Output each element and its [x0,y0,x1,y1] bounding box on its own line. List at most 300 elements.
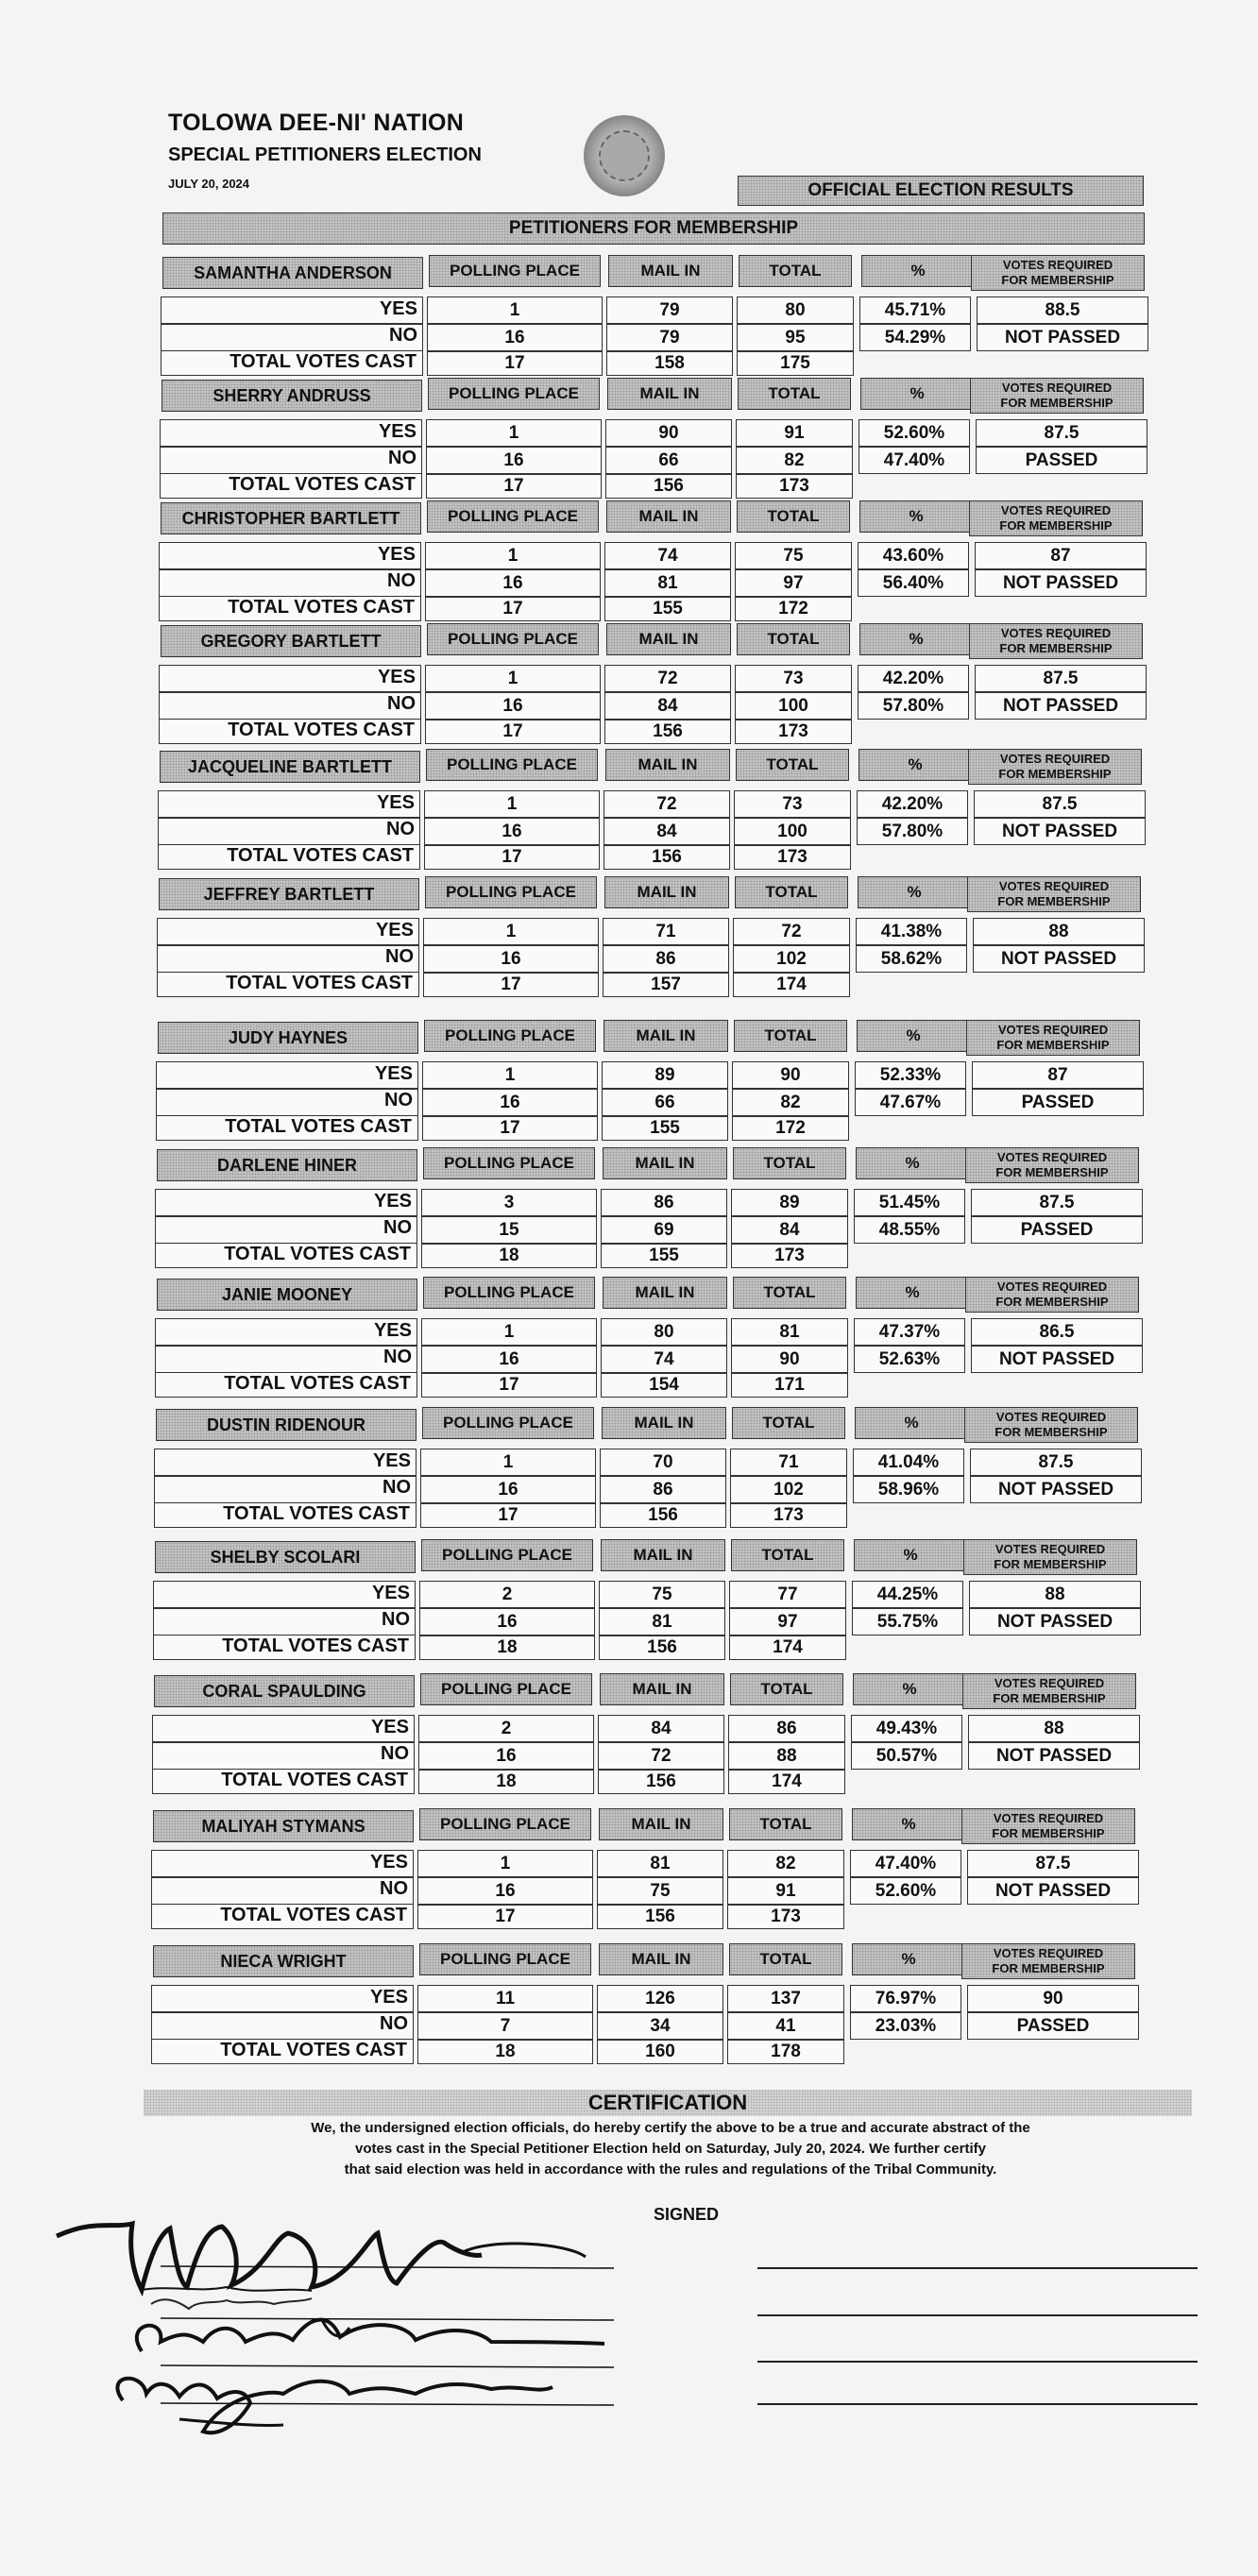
votes-required-value: 88 [969,1581,1141,1608]
nation-seal [584,115,665,196]
candidate-block [155,1277,1194,1409]
membership-result: PASSED [976,447,1148,474]
header-polling-place: POLLING PLACE [429,255,601,287]
polling-yes: 1 [422,1061,598,1089]
total-yes: 73 [735,665,852,692]
votes-required-value: 87.5 [970,1449,1142,1476]
polling-no: 16 [419,1608,595,1635]
total-yes: 72 [733,918,850,945]
mail-total: 160 [597,2040,723,2064]
header-polling-place: POLLING PLACE [419,1943,591,1975]
row-label-yes: YES [373,1320,412,1341]
total-no: 41 [727,2012,844,2040]
total-yes: 82 [727,1850,844,1877]
total-no: 88 [728,1742,845,1770]
total-no: 90 [731,1346,848,1373]
mail-yes: 72 [604,665,731,692]
percent-yes: 44.25% [852,1581,963,1608]
row-label-total: TOTAL VOTES CAST [156,1116,418,1141]
header-total: TOTAL [735,876,848,908]
polling-yes: 3 [421,1189,597,1216]
row-label-yes: YES [377,667,416,687]
mail-no: 81 [599,1608,725,1635]
total-cast: 173 [730,1503,847,1528]
candidate-block [153,1539,1192,1671]
polling-yes: 1 [420,1449,596,1476]
votes-required-value: 88 [968,1715,1140,1742]
percent-no: 48.55% [854,1216,965,1244]
row-label-yes: YES [369,1987,408,2008]
row-label-yes: YES [373,1191,412,1212]
votes-required-value: 86.5 [971,1318,1143,1346]
total-no: 100 [734,818,851,845]
percent-yes: 41.04% [853,1449,964,1476]
header-votes-required [963,1539,1137,1575]
percent-no: 57.80% [858,692,969,720]
header-polling-place: POLLING PLACE [425,876,597,908]
polling-total: 17 [421,1373,597,1398]
header-total: TOTAL [739,255,852,287]
total-cast: 178 [727,2040,844,2064]
row-label-no: NO [387,570,416,591]
percent-yes: 43.60% [858,542,969,569]
header-votes-required-line1: VOTES REQUIRED [993,1811,1104,1825]
mail-no: 84 [604,692,731,720]
header-votes-required-line2: FOR MEMBERSHIP [995,1295,1109,1309]
header-mail-in: MAIL IN [599,1943,723,1975]
votes-required-value: 87 [972,1061,1144,1089]
polling-total: 17 [417,1905,593,1929]
polling-total: 17 [425,720,601,744]
total-cast: 172 [732,1116,849,1141]
header-total: TOTAL [730,1673,843,1705]
mail-total: 156 [605,474,732,499]
mail-yes: 74 [604,542,731,569]
header-votes-required-line1: VOTES REQUIRED [995,1410,1107,1424]
total-no: 82 [736,447,853,474]
membership-result: NOT PASSED [973,945,1145,973]
polling-total: 17 [427,351,603,376]
percent-yes: 52.60% [858,419,970,447]
header-polling-place: POLLING PLACE [424,1020,596,1052]
row-label-no: NO [385,946,414,967]
header-mail-in: MAIL IN [605,749,730,781]
mail-no: 66 [602,1089,728,1116]
mail-yes: 84 [598,1715,724,1742]
row-label-yes: YES [369,1852,408,1873]
header-total: TOTAL [736,749,849,781]
mail-yes: 79 [606,297,733,324]
candidate-block [161,255,1199,387]
mail-yes: 72 [604,790,730,818]
total-no: 95 [737,324,854,351]
polling-total: 17 [420,1503,596,1528]
mail-total: 156 [599,1635,725,1660]
percent-yes: 51.45% [854,1189,965,1216]
polling-total: 17 [423,973,599,997]
header-votes-required-line1: VOTES REQUIRED [998,879,1110,893]
header-percent: % [858,749,972,781]
total-no: 97 [735,569,852,597]
percent-yes: 42.20% [857,790,968,818]
row-label-no: NO [380,1878,408,1899]
polling-yes: 1 [426,419,602,447]
percent-yes: 41.38% [856,918,967,945]
votes-required-value: 87.5 [967,1850,1139,1877]
polling-yes: 1 [417,1850,593,1877]
header-polling-place: POLLING PLACE [419,1808,591,1840]
polling-total: 18 [418,1770,594,1794]
row-label-total: TOTAL VOTES CAST [152,1770,415,1794]
polling-no: 16 [427,324,603,351]
total-no: 91 [727,1877,844,1905]
total-cast: 175 [737,351,854,376]
percent-no: 52.63% [854,1346,965,1373]
membership-result: NOT PASSED [974,818,1146,845]
row-label-total: TOTAL VOTES CAST [157,973,419,997]
header-votes-required-line2: FOR MEMBERSHIP [1001,273,1114,287]
header-percent: % [858,876,971,908]
header-votes-required-line1: VOTES REQUIRED [1000,626,1112,640]
header-votes-required-line2: FOR MEMBERSHIP [994,1557,1107,1571]
percent-no: 47.40% [858,447,970,474]
percent-no: 57.80% [857,818,968,845]
candidate-name: GREGORY BARTLETT [161,625,421,657]
header-polling-place: POLLING PLACE [427,500,599,533]
membership-result: NOT PASSED [975,569,1147,597]
total-cast: 174 [729,1635,846,1660]
percent-no: 54.29% [859,324,971,351]
total-no: 100 [735,692,852,720]
percent-no: 52.60% [850,1877,961,1905]
row-label-yes: YES [375,920,414,941]
signature-line [757,2403,1198,2405]
row-label-no: NO [386,819,415,839]
signatures [38,2200,661,2455]
mail-total: 158 [606,351,733,376]
header-mail-in: MAIL IN [599,1808,723,1840]
mail-yes: 86 [601,1189,727,1216]
header-votes-required [965,1277,1139,1313]
header-mail-in: MAIL IN [604,1020,728,1052]
row-label-no: NO [382,1609,410,1630]
polling-no: 16 [422,1089,598,1116]
percent-no: 58.96% [853,1476,964,1503]
row-label-yes: YES [376,792,415,813]
header-total: TOTAL [737,500,850,533]
row-label-yes: YES [379,298,417,319]
header-votes-required-line1: VOTES REQUIRED [1001,381,1113,395]
header-percent: % [854,1539,967,1571]
header-votes-required-line2: FOR MEMBERSHIP [998,767,1112,781]
membership-result: NOT PASSED [969,1608,1141,1635]
header-total: TOTAL [737,623,850,655]
polling-total: 17 [426,474,602,499]
polling-yes: 1 [424,790,600,818]
header-total: TOTAL [729,1808,842,1840]
official-results-banner: OFFICIAL ELECTION RESULTS [738,176,1144,206]
mail-total: 156 [604,720,731,744]
polling-no: 7 [417,2012,593,2040]
mail-total: 156 [604,845,730,870]
total-yes: 71 [730,1449,847,1476]
header-percent: % [857,1020,970,1052]
votes-required-value: 87.5 [976,419,1148,447]
polling-total: 18 [417,2040,593,2064]
polling-no: 16 [420,1476,596,1503]
total-cast: 173 [727,1905,844,1929]
percent-no: 23.03% [850,2012,961,2040]
mail-no: 86 [603,945,729,973]
membership-result: NOT PASSED [971,1346,1143,1373]
total-cast: 173 [734,845,851,870]
mail-yes: 71 [603,918,729,945]
mail-total: 156 [600,1503,726,1528]
header-percent: % [852,1808,965,1840]
candidate-name: SHERRY ANDRUSS [162,380,422,412]
header-percent: % [859,623,973,655]
mail-total: 155 [604,597,731,621]
header-polling-place: POLLING PLACE [426,749,598,781]
header-mail-in: MAIL IN [606,500,731,533]
header-votes-required-line1: VOTES REQUIRED [997,1023,1109,1037]
header-votes-required-line2: FOR MEMBERSHIP [1000,396,1114,410]
candidate-block [157,876,1196,1008]
polling-no: 16 [425,692,601,720]
header-percent: % [859,500,973,533]
polling-no: 16 [426,447,602,474]
percent-yes: 49.43% [851,1715,962,1742]
polling-yes: 11 [417,1985,593,2012]
candidate-name: JANIE MOONEY [157,1279,417,1311]
polling-yes: 1 [421,1318,597,1346]
candidate-name: DUSTIN RIDENOUR [156,1409,416,1441]
mail-yes: 126 [597,1985,723,2012]
polling-yes: 1 [425,542,601,569]
header-votes-required-line1: VOTES REQUIRED [999,752,1111,766]
percent-no: 58.62% [856,945,967,973]
mail-no: 74 [601,1346,727,1373]
header-votes-required-line1: VOTES REQUIRED [1000,503,1112,517]
certification-line: that said election was held in accordance with the rules and regulations of the Tribal Community. [344,2161,997,2178]
polling-total: 17 [424,845,600,870]
signature-line [757,2267,1198,2269]
header-mail-in: MAIL IN [604,876,729,908]
header-percent: % [861,255,975,287]
percent-yes: 42.20% [858,665,969,692]
row-label-total: TOTAL VOTES CAST [155,1373,417,1398]
header-votes-required-line2: FOR MEMBERSHIP [999,518,1113,533]
total-yes: 73 [734,790,851,818]
row-label-no: NO [388,448,416,468]
total-cast: 173 [735,720,852,744]
total-yes: 86 [728,1715,845,1742]
mail-no: 72 [598,1742,724,1770]
row-label-total: TOTAL VOTES CAST [160,474,422,499]
mail-no: 69 [601,1216,727,1244]
polling-yes: 2 [419,1581,595,1608]
polling-no: 16 [417,1877,593,1905]
total-yes: 77 [729,1581,846,1608]
candidate-name: DARLENE HINER [157,1149,417,1181]
mail-total: 156 [597,1905,723,1929]
header-votes-required [969,500,1143,536]
total-yes: 91 [736,419,853,447]
section-title: PETITIONERS FOR MEMBERSHIP [162,212,1145,245]
header-votes-required-line2: FOR MEMBERSHIP [992,1826,1105,1840]
header-mail-in: MAIL IN [607,378,732,410]
percent-no: 47.67% [855,1089,966,1116]
row-label-total: TOTAL VOTES CAST [155,1244,417,1268]
row-label-total: TOTAL VOTES CAST [151,1905,414,1929]
percent-yes: 45.71% [859,297,971,324]
row-label-yes: YES [374,1063,413,1084]
mail-total: 154 [601,1373,727,1398]
mail-no: 34 [597,2012,723,2040]
header-votes-required-line1: VOTES REQUIRED [994,1542,1106,1556]
header-mail-in: MAIL IN [603,1277,727,1309]
header-votes-required-line1: VOTES REQUIRED [996,1280,1108,1294]
header-percent: % [856,1147,969,1179]
mail-total: 155 [602,1116,728,1141]
header-polling-place: POLLING PLACE [427,623,599,655]
total-cast: 172 [735,597,852,621]
votes-required-value: 87.5 [975,665,1147,692]
certification-line: We, the undersigned election officials, do hereby certify the above to be a true and accurate abstract of the [311,2120,1030,2136]
header-total: TOTAL [729,1943,842,1975]
mail-yes: 81 [597,1850,723,1877]
mail-total: 156 [598,1770,724,1794]
total-yes: 90 [732,1061,849,1089]
total-no: 102 [733,945,850,973]
mail-no: 84 [604,818,730,845]
polling-no: 15 [421,1216,597,1244]
row-label-total: TOTAL VOTES CAST [151,2040,414,2064]
election-title: SPECIAL PETITIONERS ELECTION [168,144,482,165]
votes-required-value: 87.5 [971,1189,1143,1216]
candidate-block [152,1673,1191,1805]
header-votes-required-line2: FOR MEMBERSHIP [995,1165,1109,1179]
mail-yes: 80 [601,1318,727,1346]
percent-no: 50.57% [851,1742,962,1770]
candidate-name: MALIYAH STYMANS [153,1810,414,1842]
row-label-total: TOTAL VOTES CAST [154,1503,416,1528]
header-polling-place: POLLING PLACE [422,1407,594,1439]
row-label-no: NO [380,2013,408,2034]
header-votes-required [967,876,1141,912]
header-votes-required [962,1673,1136,1709]
header-votes-required-line2: FOR MEMBERSHIP [992,1961,1105,1975]
polling-yes: 1 [427,297,603,324]
mail-no: 79 [606,324,733,351]
mail-total: 155 [601,1244,727,1268]
mail-yes: 90 [605,419,732,447]
mail-no: 66 [605,447,732,474]
row-label-yes: YES [372,1450,411,1471]
percent-yes: 47.40% [850,1850,961,1877]
row-label-yes: YES [378,421,416,442]
row-label-yes: YES [377,544,416,565]
candidate-block [151,1943,1190,2076]
candidate-block [158,749,1197,881]
header-votes-required-line1: VOTES REQUIRED [994,1676,1105,1690]
mail-no: 75 [597,1877,723,1905]
polling-yes: 1 [425,665,601,692]
candidate-block [160,378,1198,510]
mail-total: 157 [603,973,729,997]
total-yes: 75 [735,542,852,569]
row-label-yes: YES [371,1583,410,1603]
total-cast: 174 [733,973,850,997]
total-cast: 171 [731,1373,848,1398]
header-polling-place: POLLING PLACE [423,1147,595,1179]
header-votes-required-line1: VOTES REQUIRED [993,1946,1104,1960]
certification-title: CERTIFICATION [144,2090,1192,2116]
candidate-block [159,623,1198,755]
header-votes-required-line2: FOR MEMBERSHIP [994,1425,1108,1439]
header-total: TOTAL [734,1020,847,1052]
votes-required-value: 88 [973,918,1145,945]
polling-no: 16 [423,945,599,973]
candidate-name: JUDY HAYNES [158,1022,418,1054]
total-no: 97 [729,1608,846,1635]
total-yes: 80 [737,297,854,324]
total-yes: 137 [727,1985,844,2012]
certification-text [208,2118,1133,2180]
header-mail-in: MAIL IN [603,1147,727,1179]
header-mail-in: MAIL IN [600,1673,724,1705]
polling-total: 18 [419,1635,595,1660]
total-yes: 81 [731,1318,848,1346]
votes-required-value: 87.5 [974,790,1146,818]
row-label-total: TOTAL VOTES CAST [161,351,423,376]
candidate-block [156,1020,1195,1152]
row-label-no: NO [383,1217,412,1238]
candidate-block [155,1147,1194,1280]
total-no: 84 [731,1216,848,1244]
membership-result: NOT PASSED [967,1877,1139,1905]
header-mail-in: MAIL IN [606,623,731,655]
row-label-no: NO [382,1477,411,1498]
row-label-no: NO [381,1743,409,1764]
votes-required-value: 87 [975,542,1147,569]
signature-line [757,2361,1198,2363]
candidate-name: CORAL SPAULDING [154,1675,415,1707]
header-votes-required [971,255,1145,291]
certification-line: votes cast in the Special Petitioner Election held on Saturday, July 20, 2024. We further certify [355,2141,986,2157]
row-label-no: NO [384,1090,413,1110]
header-percent: % [853,1673,966,1705]
polling-no: 16 [421,1346,597,1373]
polling-no: 16 [418,1742,594,1770]
candidate-name: JACQUELINE BARTLETT [160,751,420,783]
header-polling-place: POLLING PLACE [423,1277,595,1309]
header-percent: % [860,378,974,410]
header-votes-required-line2: FOR MEMBERSHIP [997,894,1111,908]
header-percent: % [855,1407,968,1439]
row-label-total: TOTAL VOTES CAST [159,720,421,744]
total-cast: 174 [728,1770,845,1794]
polling-total: 17 [425,597,601,621]
total-no: 102 [730,1476,847,1503]
candidate-name: JEFFREY BARTLETT [159,878,419,910]
header-votes-required [965,1147,1139,1183]
polling-no: 16 [425,569,601,597]
membership-result: PASSED [972,1089,1144,1116]
header-polling-place: POLLING PLACE [428,378,600,410]
polling-total: 18 [421,1244,597,1268]
row-label-total: TOTAL VOTES CAST [158,845,420,870]
